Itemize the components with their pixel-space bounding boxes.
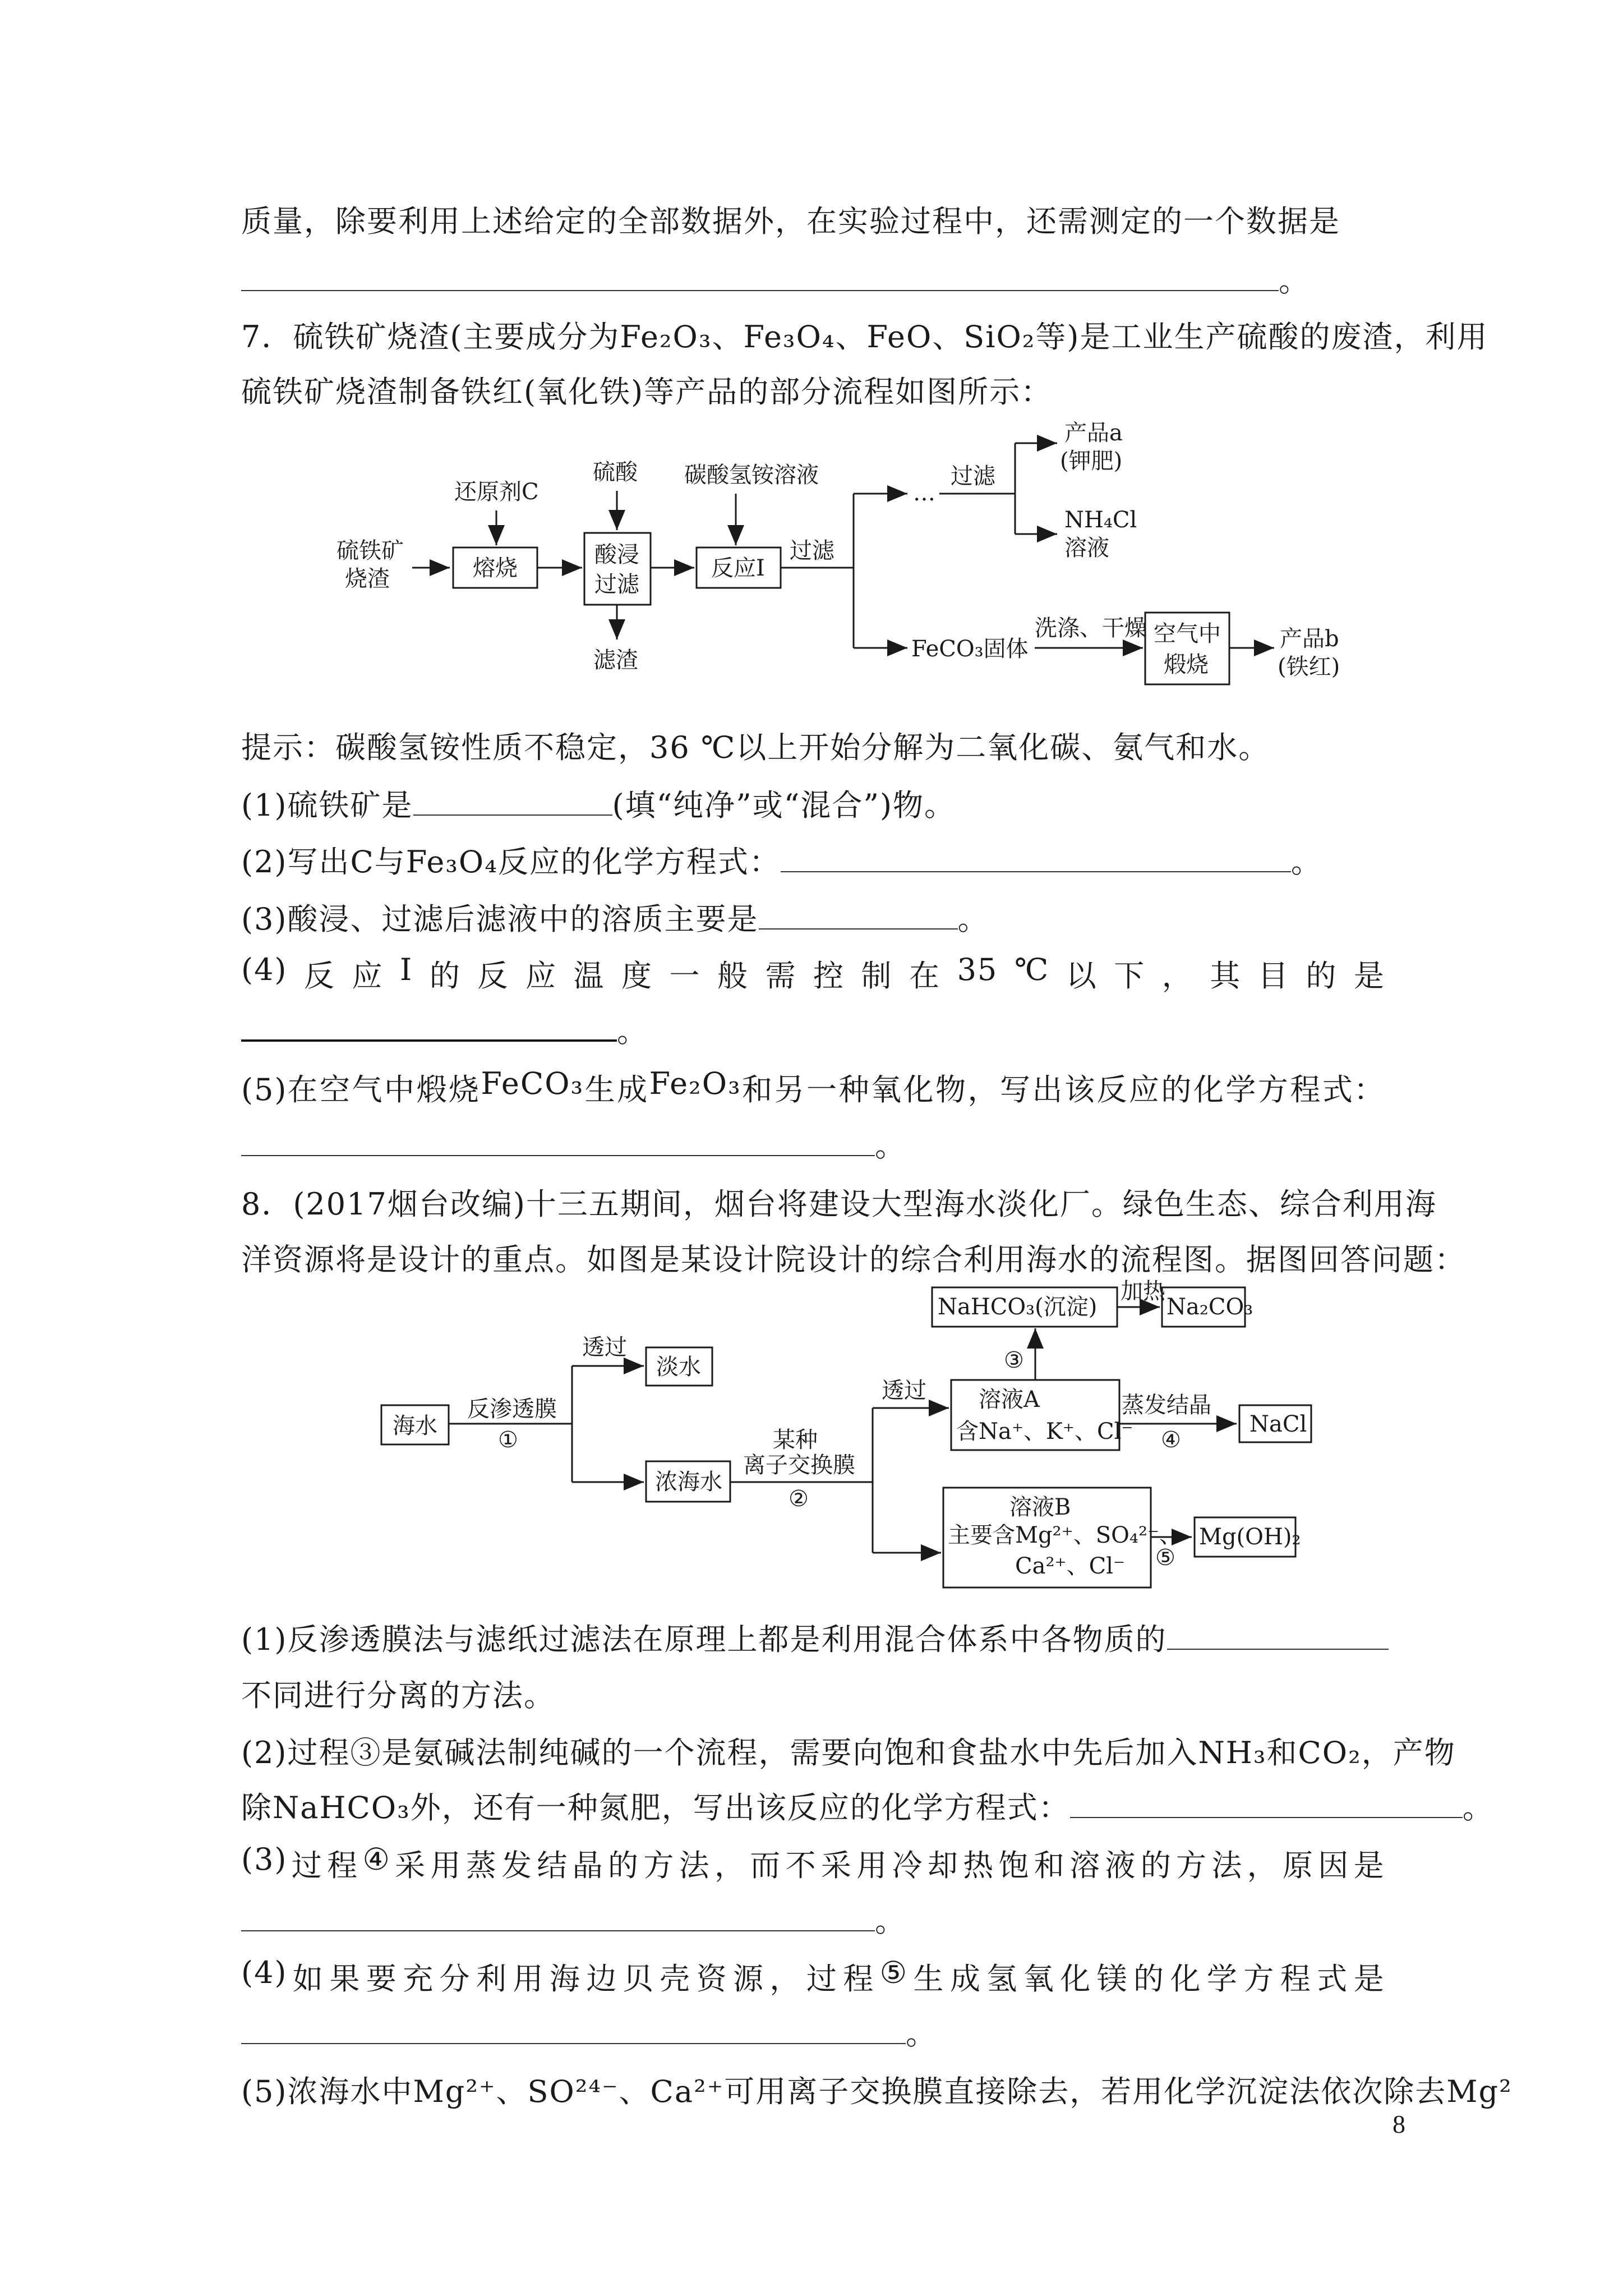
solution-b-label-2: 主要含Mg²⁺、SO₄²⁻、 xyxy=(948,1522,1182,1548)
solution-b-label-1: 溶液B xyxy=(1009,1494,1071,1520)
q8-part-3: (3) 过 程 ④ 采 用 蒸 发 结 晶 的 方 法 ， 而 不 采 用 冷 却 热 饱 和 溶 液 的 方 法 ， 原 因 是 xyxy=(241,1842,1385,1883)
circle-1: ① xyxy=(498,1427,518,1453)
product-a-label-1: 产品a xyxy=(1064,420,1123,446)
q7-blank-2[interactable] xyxy=(781,866,1291,872)
q8-part-1: (1)反渗透膜法与滤纸过滤法在原理上都是利用混合体系中各物质的 xyxy=(241,1616,1389,1659)
circle-2: ② xyxy=(789,1486,809,1512)
evaporation-label: 蒸发结晶 xyxy=(1122,1392,1211,1418)
q7-answer-5[interactable]: 。 xyxy=(241,1122,906,1165)
q8-part-4: (4) 如 果 要 充 分 利 用 海 边 贝 壳 资 源 ， 过 程 ⑤ 生 成 氢 氧 化 镁 的 化 学 方 程 式 是 xyxy=(241,1955,1385,1996)
filter-label-1: 过滤 xyxy=(790,538,834,564)
calcine-label-1: 空气中 xyxy=(1154,621,1221,647)
leach-label-1: 酸浸 xyxy=(594,542,639,568)
feco3-label: FeCO₃固体 xyxy=(911,636,1029,662)
ro-label: 反渗透膜 xyxy=(467,1396,557,1422)
leach-label-2: 过滤 xyxy=(594,572,639,597)
q8-part-2-cont: 除NaHCO₃外，还有一种氮肥，写出该反应的化学方程式： 。 xyxy=(241,1790,1494,1825)
pass-label-2: 透过 xyxy=(882,1378,926,1404)
q8-answer-4[interactable]: 。 xyxy=(241,2010,937,2053)
reaction-label: 反应Ⅰ xyxy=(711,555,765,581)
q7-part-2: (2)写出C与Fe₃O₄反应的化学方程式： 。 xyxy=(241,844,1322,880)
q7-part-5: (5)在 空 气 中 煅 烧 FeCO₃ 生 成 Fe₂O₃ 和 另 一 种 氧 化 物 ， 写 出 该 反 应 的 化 学 方 程 式： xyxy=(241,1066,1385,1107)
q7-hint: 提示：碳酸氢铵性质不稳定，36 ℃以上开始分解为二氧化碳、氨气和水。 xyxy=(241,730,1270,765)
roast-label: 熔烧 xyxy=(473,555,518,581)
q7-part-4: (4) 反 应 Ⅰ 的 反 应 温 度 一 般 需 控 制 在 35 ℃ 以 下 ， 其 目 的 是 xyxy=(241,952,1385,993)
acid-label: 硫酸 xyxy=(593,459,638,485)
circle-3: ③ xyxy=(1004,1347,1024,1373)
reductant-label: 还原剂C xyxy=(454,479,539,505)
q8-intro-2: 洋资源将是设计的重点。如图是某设计院设计的综合利用海水的流程图。据图回答问题： xyxy=(241,1242,1466,1277)
q8-part-1-cont: 不同进行分离的方法。 xyxy=(241,1678,555,1713)
product-a-label-2: (钾肥) xyxy=(1060,448,1123,474)
residue-label: 滤渣 xyxy=(593,647,638,673)
q7-flow-diagram xyxy=(314,415,1380,707)
nh4cl-label-1: NH₄Cl xyxy=(1064,507,1137,533)
q8-part-2: (2)过程③是氨碱法制纯碱的一个流程，需要向饱和食盐水中先后加入NH₃和CO₂，产物 xyxy=(241,1735,1456,1770)
solution-a-label-1: 溶液A xyxy=(979,1387,1040,1412)
brine-label: 浓海水 xyxy=(655,1469,722,1495)
nahco3-label: NaHCO₃(沉淀) xyxy=(938,1294,1098,1320)
product-b-label-1: 产品b xyxy=(1280,626,1339,652)
q8-blank-2[interactable] xyxy=(1070,1811,1463,1818)
nh4cl-label-2: 溶液 xyxy=(1064,535,1109,561)
dots: … xyxy=(913,480,935,506)
q8-answer-3[interactable]: 。 xyxy=(241,1897,906,1940)
q7-intro-2: 硫铁矿烧渣制备铁红(氧化铁)等产品的部分流程如图所示： xyxy=(241,374,1053,409)
q7-part-3: (3)酸浸、过滤后滤液中的溶质主要是 。 xyxy=(241,901,989,937)
ion-membrane-label-2: 离子交换膜 xyxy=(743,1452,855,1478)
answer-line-0[interactable]: 。 xyxy=(241,257,1310,300)
seawater-label: 海水 xyxy=(393,1413,437,1439)
q7-answer-4[interactable]: 。 xyxy=(241,1007,648,1051)
wash-label: 洗涤、干燥 xyxy=(1035,615,1147,641)
q7-blank-3[interactable] xyxy=(759,923,958,930)
heat-label: 加热 xyxy=(1121,1279,1165,1304)
filter-label-2: 过滤 xyxy=(951,463,995,489)
product-b-label-2: (铁红) xyxy=(1278,654,1340,680)
q8-flow-diagram xyxy=(370,1279,1380,1593)
na2co3-label: Na₂CO₃ xyxy=(1166,1294,1253,1320)
nacl-label: NaCl xyxy=(1249,1411,1307,1437)
text-line-1: 质量，除要利用上述给定的全部数据外，在实验过程中，还需测定的一个数据是 xyxy=(241,204,1340,239)
fresh-water-label: 淡水 xyxy=(656,1354,701,1380)
pass-label-1: 透过 xyxy=(582,1335,627,1360)
q7-blank-1[interactable] xyxy=(413,809,612,816)
circle-5: ⑤ xyxy=(1155,1545,1175,1571)
raw-material-label-1: 硫铁矿 xyxy=(336,538,404,564)
q8-part-5: (5)浓海水中Mg²⁺、SO²⁴⁻、Ca²⁺可用离子交换膜直接除去，若用化学沉淀法依次除去Mg² xyxy=(241,2074,1513,2109)
q7-intro-1: 7．硫铁矿烧渣(主要成分为Fe₂O₃、Fe₃O₄、FeO、SiO₂等)是工业生产硫酸的废渣，利用 xyxy=(241,319,1488,355)
circle-4: ④ xyxy=(1161,1427,1181,1453)
q8-intro-1: 8．(2017烟台改编)十三五期间，烟台将建设大型海水淡化厂。绿色生态、综合利用海 xyxy=(241,1186,1437,1222)
calcine-label-2: 煅烧 xyxy=(1164,652,1209,678)
solution-a-label-2: 含Na⁺、K⁺、Cl⁻ xyxy=(956,1419,1133,1444)
mgoh2-label: Mg(OH)₂ xyxy=(1199,1524,1301,1550)
solution-b-label-3: Ca²⁺、Cl⁻ xyxy=(1015,1553,1126,1579)
q7-part-1: (1)硫铁矿是 (填“纯净”或“混合”)物。 xyxy=(241,788,956,823)
bicarb-label: 碳酸氢铵溶液 xyxy=(684,462,819,488)
ion-membrane-label-1: 某种 xyxy=(773,1427,818,1453)
raw-material-label-2: 烧渣 xyxy=(345,566,390,592)
q8-blank-1[interactable] xyxy=(1167,1643,1389,1650)
page-number: 8 xyxy=(1393,2110,1405,2138)
